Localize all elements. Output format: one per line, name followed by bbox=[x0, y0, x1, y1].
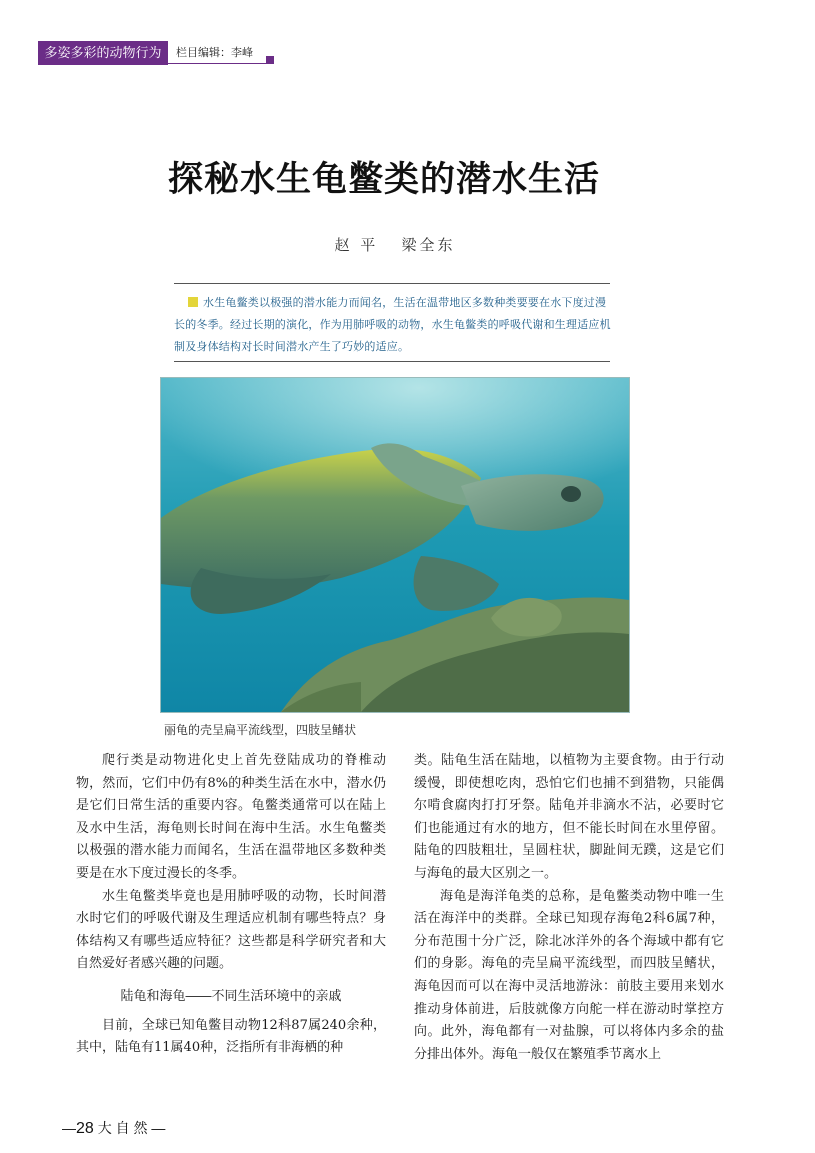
body-column-right bbox=[414, 750, 724, 1066]
paragraph: 水生龟鳖类毕竟也是用肺呼吸的动物，长时间潜水时它们的呼吸代谢及生理适应机制有哪些特点？身体结构又有哪些适应特征？这些都是科学研究者和大自然爱好者感兴趣的问题。 bbox=[76, 888, 386, 972]
page-number: 28 bbox=[76, 1120, 94, 1137]
photo-caption: 丽龟的壳呈扁平流线型，四肢呈鳍状 bbox=[164, 723, 357, 737]
abstract bbox=[174, 292, 614, 358]
paragraph: 海龟是海洋龟类的总称，是龟鳖类动物中唯一生活在海洋中的类群。全球已知现存海龟2科6属7种，分布范围十分广泛，除北冰洋外的各个海域中都有它们的身影。海龟的壳呈扁平流线型，而四肢呈鳍状，海龟因而可以在海中灵活地游泳：前肢主要用来划水推动身体前进，后肢就像方向舵一样在游动时掌控方向。此外，海龟都有一对盐腺，可以将体内多余的盐分排出体外。海龟一般仅在繁殖季节离水上 bbox=[414, 888, 724, 1062]
sea-turtle-photo bbox=[161, 378, 629, 712]
paragraph: 爬行类是动物进化史上首先登陆成功的脊椎动物，然而，它们中仍有8%的种类生活在水中，潜水仍是它们日常生活的重要内容。龟鳖类通常可以在陆上及水中生活，海龟则长时间在海中生活。水生龟鳖类以极强的潜水能力而闻名，生活在温带地区多数种类要是在水下度过漫长的冬季。 bbox=[76, 753, 386, 881]
paragraph: 目前，全球已知龟鳖目动物12科87属240余种，其中，陆龟有11属40种，泛指所有非海栖的种 bbox=[76, 1017, 386, 1056]
magazine-name: 大 自 然 bbox=[97, 1120, 148, 1136]
article-title: 探秘水生龟鳖类的潜水生活 bbox=[167, 160, 600, 200]
abstract-top-rule bbox=[174, 283, 610, 284]
header-marker bbox=[266, 56, 274, 64]
body-column-left bbox=[76, 750, 386, 1060]
header-rule bbox=[168, 63, 268, 64]
paragraph: 类。陆龟生活在陆地，以植物为主要食物。由于行动缓慢，即使想吃肉，恐怕它们也捕不到猎物，只能偶尔啃食腐肉打打牙祭。陆龟并非滴水不沾，必要时它们也能通过有水的地方，但不能长时间在水里停留。陆龟的四肢粗壮，呈圆柱状，脚趾间无蹼，这是它们与海龟的最大区别之一。 bbox=[414, 753, 724, 881]
column-tag: 多姿多彩的动物行为 bbox=[38, 41, 168, 65]
abstract-bottom-rule bbox=[174, 361, 610, 362]
page-footer: —28 大 自 然 — bbox=[62, 1120, 166, 1137]
abstract-square-icon bbox=[188, 297, 198, 307]
abstract-text: 水生龟鳖类以极强的潜水能力而闻名，生活在温带地区多数种类要要在水下度过漫长的冬季。经过长期的演化，作为用肺呼吸的动物，水生龟鳖类的呼吸代谢和生理适应机制及身体结构对长时间潜水产生了巧妙的适应。 bbox=[174, 296, 611, 353]
article-authors: 赵 平 梁全东 bbox=[334, 236, 456, 254]
column-editor: 栏目编辑：李峰 bbox=[176, 47, 253, 59]
section-heading: 陆龟和海龟——不同生活环境中的亲戚 bbox=[120, 987, 342, 1003]
